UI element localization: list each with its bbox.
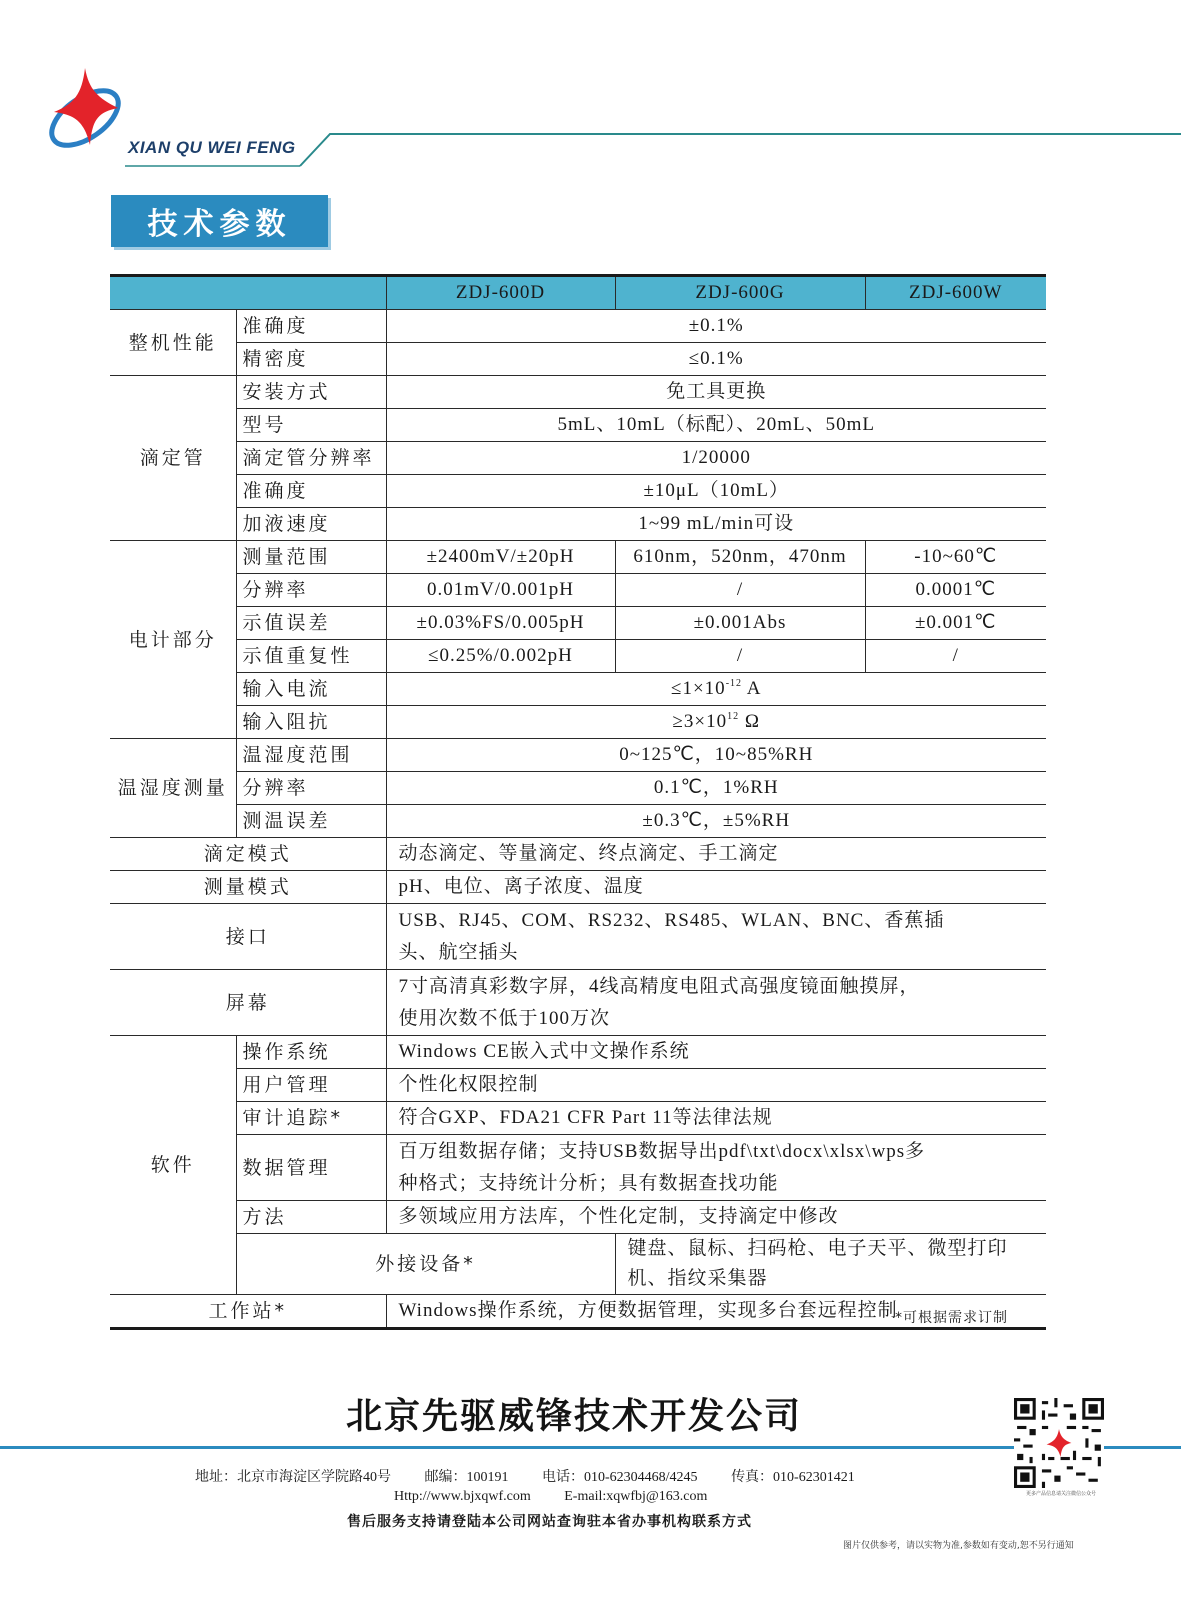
table-row xyxy=(110,343,1046,376)
row-label: 安装方式 xyxy=(236,376,386,409)
row-value: 百万组数据存储；支持USB数据导出pdf\txt\docx\xlsx\wps多 种格式；支持统计分析；具有数据查找功能 xyxy=(386,1135,1046,1201)
row-label: 准确度 xyxy=(236,475,386,508)
email-link[interactable]: E-mail:xqwfbj@163.com xyxy=(564,1489,708,1504)
group-label: 整机性能 xyxy=(110,310,236,376)
row-value: 0~125℃，10~85%RH xyxy=(386,739,1046,772)
row-value: ≤0.1% xyxy=(386,343,1046,376)
table-row xyxy=(110,805,1046,838)
footnote: *可根据需求订制 xyxy=(895,1310,1008,1326)
table-row xyxy=(110,541,1046,574)
cell-600w: 0.0001℃ xyxy=(865,574,1046,607)
input-impedance-value: $\ge 3\times 10^{12}$ Ω xyxy=(386,706,1046,739)
model-header: ZDJ-600D xyxy=(386,276,615,310)
table-row xyxy=(110,376,1046,409)
row-label: 外接设备* xyxy=(236,1234,615,1295)
row-label: 用户管理 xyxy=(236,1069,386,1102)
footer-rule xyxy=(0,1446,1181,1449)
cell-600d: ≤0.25%/0.002pH xyxy=(386,640,615,673)
row-value: 0.1℃，1%RH xyxy=(386,772,1046,805)
table-row xyxy=(110,607,1046,640)
input-current-value: $\le 1\times 10^{-12}$ A xyxy=(386,673,1046,706)
cell-600w: -10~60℃ xyxy=(865,541,1046,574)
row-label: 分辨率 xyxy=(236,772,386,805)
row-value: 1/20000 xyxy=(386,442,1046,475)
cell-600d: ±0.03%FS/0.005pH xyxy=(386,607,615,640)
table-row xyxy=(110,970,1046,1036)
row-label: 测温误差 xyxy=(236,805,386,838)
row-label: 分辨率 xyxy=(236,574,386,607)
row-value: 多领域应用方法库，个性化定制，支持滴定中修改 xyxy=(386,1201,1046,1234)
row-value: Windows操作系统，方便数据管理，实现多台套远程控制 xyxy=(386,1295,1046,1329)
row-label: 接口 xyxy=(110,904,386,970)
qr-code xyxy=(1014,1398,1104,1488)
service-note: 售后服务支持请登陆本公司网站查询驻本省办事机构联系方式 xyxy=(347,1514,752,1530)
row-label: 温湿度范围 xyxy=(236,739,386,772)
row-value: ±0.3℃，±5%RH xyxy=(386,805,1046,838)
row-value: USB、RJ45、COM、RS232、RS485、WLAN、BNC、香蕉插 头、航空插头 xyxy=(386,904,1046,970)
table-row xyxy=(110,739,1046,772)
table-row xyxy=(110,904,1046,970)
table-row xyxy=(110,1036,1046,1069)
table-row xyxy=(110,310,1046,343)
row-label: 示值重复性 xyxy=(236,640,386,673)
company-name: 北京先驱威锋技术开发公司 xyxy=(346,1396,803,1437)
row-label: 精密度 xyxy=(236,343,386,376)
table-row xyxy=(110,1102,1046,1135)
disclaimer: 图片仅供参考，请以实物为准,参数如有变动,恕不另行通知 xyxy=(843,1541,1074,1551)
row-value: Windows CE嵌入式中文操作系统 xyxy=(386,1036,1046,1069)
table-row xyxy=(110,1069,1046,1102)
row-label: 加液速度 xyxy=(236,508,386,541)
postcode: 邮编：100191 xyxy=(424,1470,509,1485)
table-row xyxy=(110,871,1046,904)
row-label: 输入电流 xyxy=(236,673,386,706)
cell-600d: ±2400mV/±20pH xyxy=(386,541,615,574)
contact-line xyxy=(195,1466,885,1486)
model-header: ZDJ-600G xyxy=(615,276,865,310)
cell-600g: / xyxy=(615,574,865,607)
cell-600d: 0.01mV/0.001pH xyxy=(386,574,615,607)
cell-600g: / xyxy=(615,640,865,673)
row-value: 键盘、鼠标、扫码枪、电子天平、微型打印机、指纹采集器 xyxy=(615,1234,1046,1295)
spec-table xyxy=(110,274,1046,1330)
table-row xyxy=(110,838,1046,871)
website-link[interactable]: Http://www.bjxqwf.com xyxy=(394,1489,531,1504)
row-value: 7寸高清真彩数字屏，4线高精度电阻式高强度镜面触摸屏， 使用次数不低于100万次 xyxy=(386,970,1046,1036)
qr-caption: 更多产品信息请关注微信公众号 xyxy=(1025,1491,1096,1497)
header-divider xyxy=(0,128,1181,168)
group-label: 温湿度测量 xyxy=(110,739,236,838)
cell-600w: ±0.001℃ xyxy=(865,607,1046,640)
cell-600g: ±0.001Abs xyxy=(615,607,865,640)
table-row xyxy=(110,706,1046,739)
table-header-row xyxy=(110,276,1046,310)
row-label: 型号 xyxy=(236,409,386,442)
table-row xyxy=(110,673,1046,706)
web-line xyxy=(394,1489,737,1505)
header-blank xyxy=(110,276,386,310)
row-label: 滴定模式 xyxy=(110,838,386,871)
row-label: 工作站* xyxy=(110,1295,386,1329)
phone: 电话：010-62304468/4245 xyxy=(542,1470,698,1485)
group-label: 滴定管 xyxy=(110,376,236,541)
table-row xyxy=(110,409,1046,442)
row-label: 准确度 xyxy=(236,310,386,343)
row-label: 测量模式 xyxy=(110,871,386,904)
row-label: 方法 xyxy=(236,1201,386,1234)
row-value: pH、电位、离子浓度、温度 xyxy=(386,871,1046,904)
row-value: 5mL、10mL（标配）、20mL、50mL xyxy=(386,409,1046,442)
table-row xyxy=(110,508,1046,541)
model-header: ZDJ-600W xyxy=(865,276,1046,310)
table-row xyxy=(110,475,1046,508)
row-label: 滴定管分辨率 xyxy=(236,442,386,475)
cell-600w: / xyxy=(865,640,1046,673)
table-row xyxy=(110,442,1046,475)
logo-text: XIAN QU WEI FENG xyxy=(128,138,296,157)
row-label: 输入阻抗 xyxy=(236,706,386,739)
table-row xyxy=(110,1201,1046,1234)
group-label: 软件 xyxy=(110,1036,236,1295)
row-label: 测量范围 xyxy=(236,541,386,574)
fax: 传真：010-62301421 xyxy=(731,1470,855,1485)
row-label: 操作系统 xyxy=(236,1036,386,1069)
group-label: 电计部分 xyxy=(110,541,236,739)
row-value: 动态滴定、等量滴定、终点滴定、手工滴定 xyxy=(386,838,1046,871)
table-row xyxy=(110,772,1046,805)
section-title: 技术参数 xyxy=(111,195,328,247)
table-row xyxy=(110,1234,1046,1295)
row-label: 屏幕 xyxy=(110,970,386,1036)
row-value: 符合GXP、FDA21 CFR Part 11等法律法规 xyxy=(386,1102,1046,1135)
row-label: 审计追踪* xyxy=(236,1102,386,1135)
row-value: 1~99 mL/min可设 xyxy=(386,508,1046,541)
table-row xyxy=(110,640,1046,673)
cell-600g: 610nm，520nm，470nm xyxy=(615,541,865,574)
table-row xyxy=(110,1135,1046,1201)
row-value: ±0.1% xyxy=(386,310,1046,343)
address: 地址：北京市海淀区学院路40号 xyxy=(195,1470,391,1485)
row-value: 个性化权限控制 xyxy=(386,1069,1046,1102)
row-value: ±10μL（10mL） xyxy=(386,475,1046,508)
row-label: 示值误差 xyxy=(236,607,386,640)
row-value: 免工具更换 xyxy=(386,376,1046,409)
table-row xyxy=(110,574,1046,607)
row-label: 数据管理 xyxy=(236,1135,386,1201)
